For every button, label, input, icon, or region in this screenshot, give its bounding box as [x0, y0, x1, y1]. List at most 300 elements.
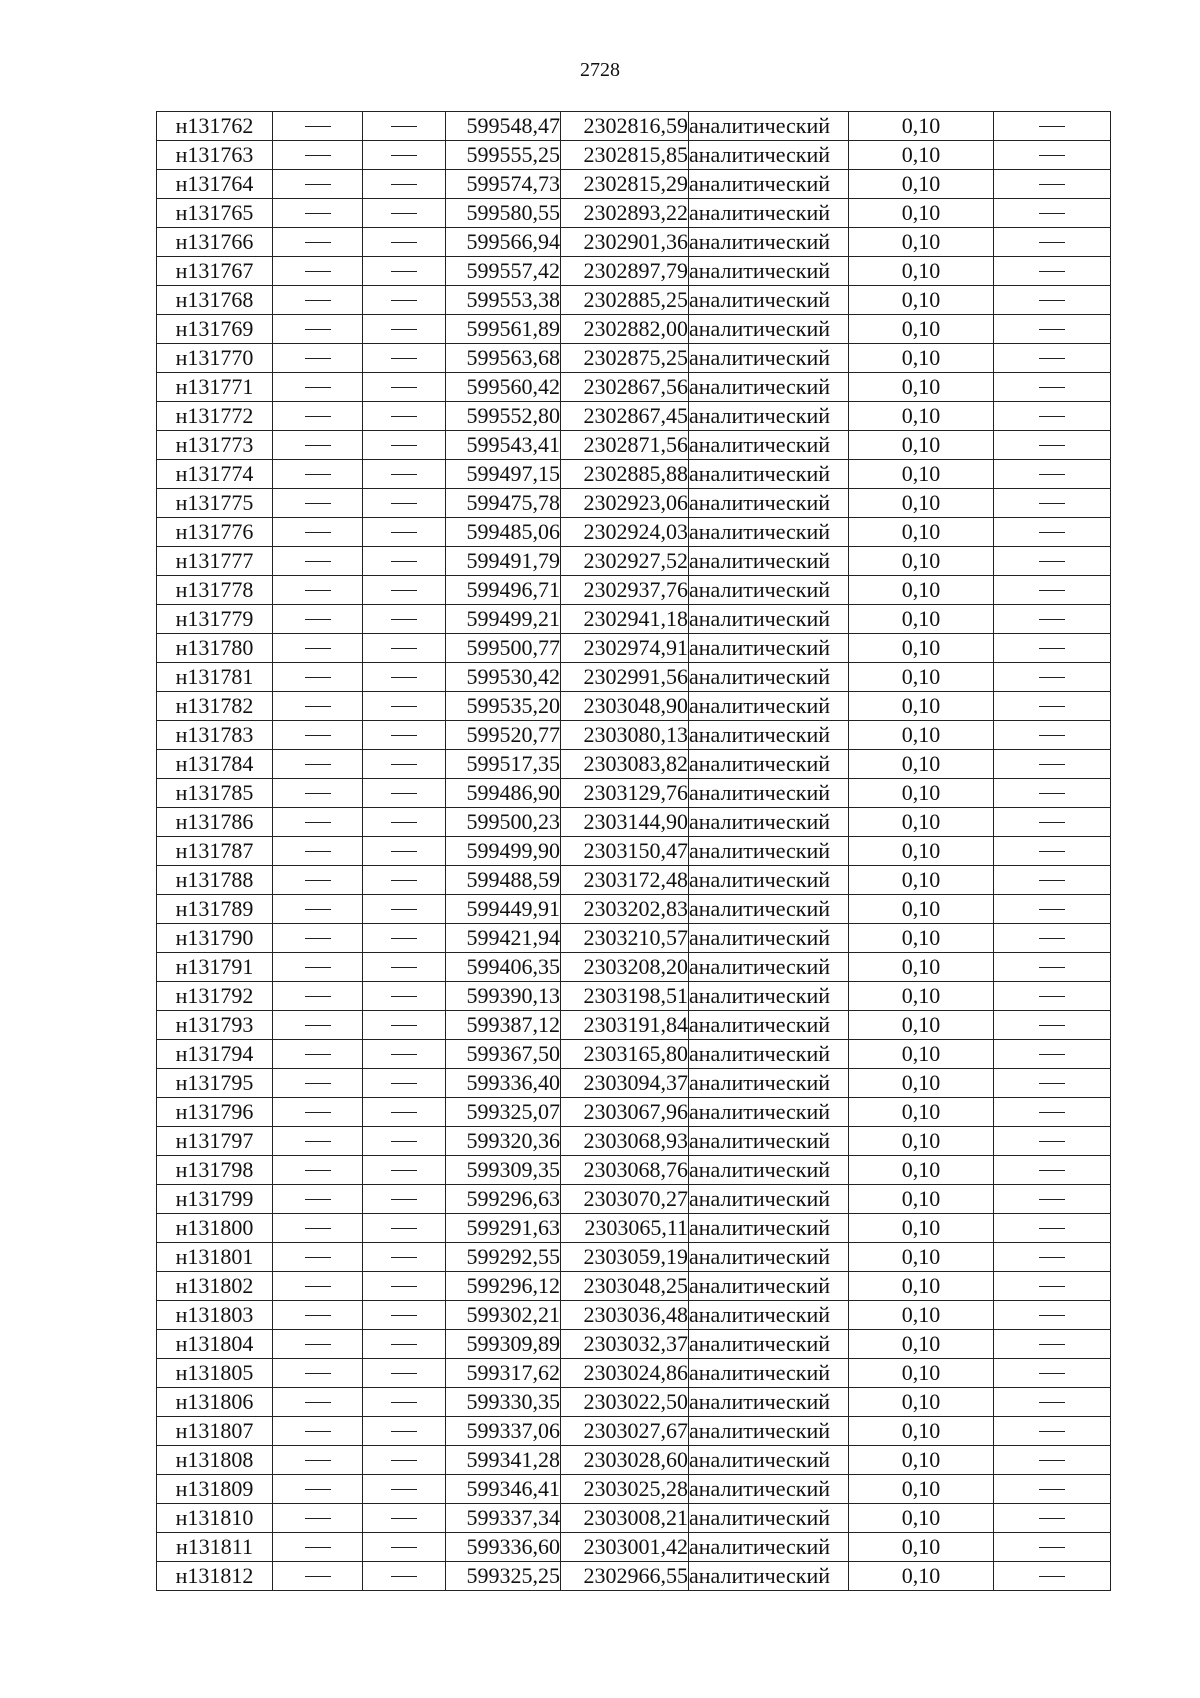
- method-cell: аналитический: [689, 1011, 849, 1040]
- dash-mark: [391, 822, 417, 823]
- dash-mark: [1039, 619, 1065, 620]
- dash-mark: [1039, 1257, 1065, 1258]
- empty-value-cell: [363, 1533, 446, 1562]
- dash-mark: [1039, 184, 1065, 185]
- y-coordinate-cell: 2303172,48: [561, 866, 689, 895]
- method-cell: аналитический: [689, 721, 849, 750]
- dash-mark: [305, 735, 331, 736]
- accuracy-cell: 0,10: [849, 663, 994, 692]
- point-id-cell: н131780: [157, 634, 273, 663]
- x-coordinate-cell: 599560,42: [446, 373, 561, 402]
- x-coordinate-cell: 599500,77: [446, 634, 561, 663]
- y-coordinate-cell: 2303210,57: [561, 924, 689, 953]
- point-id-cell: н131801: [157, 1243, 273, 1272]
- accuracy-cell: 0,10: [849, 692, 994, 721]
- dash-mark: [305, 358, 331, 359]
- dash-mark: [391, 1431, 417, 1432]
- empty-value-cell: [363, 895, 446, 924]
- empty-value-cell: [994, 1098, 1111, 1127]
- dash-mark: [305, 387, 331, 388]
- dash-mark: [1039, 445, 1065, 446]
- accuracy-cell: 0,10: [849, 779, 994, 808]
- empty-value-cell: [994, 199, 1111, 228]
- empty-value-cell: [994, 1446, 1111, 1475]
- method-cell: аналитический: [689, 141, 849, 170]
- dash-mark: [1039, 271, 1065, 272]
- accuracy-cell: 0,10: [849, 924, 994, 953]
- empty-value-cell: [994, 1417, 1111, 1446]
- dash-mark: [1039, 880, 1065, 881]
- accuracy-cell: 0,10: [849, 460, 994, 489]
- x-coordinate-cell: 599309,89: [446, 1330, 561, 1359]
- table-row: [157, 634, 1111, 663]
- dash-mark: [305, 1373, 331, 1374]
- point-id-cell: н131778: [157, 576, 273, 605]
- method-cell: аналитический: [689, 431, 849, 460]
- dash-mark: [1039, 1431, 1065, 1432]
- x-coordinate-cell: 599548,47: [446, 112, 561, 141]
- empty-value-cell: [994, 112, 1111, 141]
- method-cell: аналитический: [689, 344, 849, 373]
- dash-mark: [391, 1112, 417, 1113]
- point-id-cell: н131797: [157, 1127, 273, 1156]
- dash-mark: [1039, 1518, 1065, 1519]
- table-row: [157, 489, 1111, 518]
- y-coordinate-cell: 2302867,45: [561, 402, 689, 431]
- method-cell: аналитический: [689, 547, 849, 576]
- table-row: [157, 1156, 1111, 1185]
- y-coordinate-cell: 2303068,76: [561, 1156, 689, 1185]
- x-coordinate-cell: 599543,41: [446, 431, 561, 460]
- empty-value-cell: [994, 257, 1111, 286]
- x-coordinate-cell: 599292,55: [446, 1243, 561, 1272]
- dash-mark: [391, 474, 417, 475]
- empty-value-cell: [363, 663, 446, 692]
- table-row: [157, 953, 1111, 982]
- accuracy-cell: 0,10: [849, 750, 994, 779]
- empty-value-cell: [363, 808, 446, 837]
- empty-value-cell: [363, 373, 446, 402]
- dash-mark: [1039, 793, 1065, 794]
- dash-mark: [305, 1460, 331, 1461]
- accuracy-cell: 0,10: [849, 895, 994, 924]
- dash-mark: [391, 880, 417, 881]
- dash-mark: [1039, 126, 1065, 127]
- method-cell: аналитический: [689, 1272, 849, 1301]
- empty-value-cell: [994, 576, 1111, 605]
- method-cell: аналитический: [689, 1475, 849, 1504]
- accuracy-cell: 0,10: [849, 1127, 994, 1156]
- empty-value-cell: [273, 286, 363, 315]
- y-coordinate-cell: 2303191,84: [561, 1011, 689, 1040]
- table-row: [157, 1040, 1111, 1069]
- table-row: [157, 1475, 1111, 1504]
- dash-mark: [391, 677, 417, 678]
- dash-mark: [391, 1460, 417, 1461]
- accuracy-cell: 0,10: [849, 634, 994, 663]
- dash-mark: [305, 1199, 331, 1200]
- method-cell: аналитический: [689, 866, 849, 895]
- method-cell: аналитический: [689, 924, 849, 953]
- empty-value-cell: [994, 1359, 1111, 1388]
- y-coordinate-cell: 2302897,79: [561, 257, 689, 286]
- empty-value-cell: [994, 1330, 1111, 1359]
- dash-mark: [305, 474, 331, 475]
- empty-value-cell: [994, 1185, 1111, 1214]
- table-row: [157, 779, 1111, 808]
- method-cell: аналитический: [689, 576, 849, 605]
- dash-mark: [391, 648, 417, 649]
- table-row: [157, 547, 1111, 576]
- empty-value-cell: [273, 199, 363, 228]
- empty-value-cell: [363, 634, 446, 663]
- x-coordinate-cell: 599309,35: [446, 1156, 561, 1185]
- table-row: [157, 1272, 1111, 1301]
- dash-mark: [305, 503, 331, 504]
- dash-mark: [305, 445, 331, 446]
- empty-value-cell: [273, 489, 363, 518]
- empty-value-cell: [273, 982, 363, 1011]
- dash-mark: [391, 445, 417, 446]
- dash-mark: [305, 619, 331, 620]
- x-coordinate-cell: 599421,94: [446, 924, 561, 953]
- dash-mark: [391, 1228, 417, 1229]
- empty-value-cell: [363, 1185, 446, 1214]
- empty-value-cell: [363, 460, 446, 489]
- dash-mark: [305, 851, 331, 852]
- empty-value-cell: [273, 1562, 363, 1591]
- empty-value-cell: [363, 199, 446, 228]
- accuracy-cell: 0,10: [849, 1417, 994, 1446]
- empty-value-cell: [273, 692, 363, 721]
- dash-mark: [391, 1547, 417, 1548]
- dash-mark: [305, 1228, 331, 1229]
- empty-value-cell: [273, 112, 363, 141]
- table-row: [157, 750, 1111, 779]
- empty-value-cell: [994, 750, 1111, 779]
- empty-value-cell: [994, 1040, 1111, 1069]
- x-coordinate-cell: 599291,63: [446, 1214, 561, 1243]
- y-coordinate-cell: 2302867,56: [561, 373, 689, 402]
- x-coordinate-cell: 599530,42: [446, 663, 561, 692]
- point-id-cell: н131803: [157, 1301, 273, 1330]
- dash-mark: [1039, 822, 1065, 823]
- method-cell: аналитический: [689, 1185, 849, 1214]
- dash-mark: [391, 358, 417, 359]
- y-coordinate-cell: 2302815,85: [561, 141, 689, 170]
- y-coordinate-cell: 2302893,22: [561, 199, 689, 228]
- dash-mark: [305, 793, 331, 794]
- empty-value-cell: [994, 1533, 1111, 1562]
- method-cell: аналитический: [689, 1388, 849, 1417]
- empty-value-cell: [273, 1533, 363, 1562]
- dash-mark: [1039, 503, 1065, 504]
- point-id-cell: н131766: [157, 228, 273, 257]
- dash-mark: [305, 1083, 331, 1084]
- empty-value-cell: [994, 953, 1111, 982]
- y-coordinate-cell: 2302875,25: [561, 344, 689, 373]
- x-coordinate-cell: 599561,89: [446, 315, 561, 344]
- empty-value-cell: [363, 1475, 446, 1504]
- dash-mark: [305, 1576, 331, 1577]
- y-coordinate-cell: 2302927,52: [561, 547, 689, 576]
- dash-mark: [305, 561, 331, 562]
- empty-value-cell: [273, 837, 363, 866]
- empty-value-cell: [994, 1156, 1111, 1185]
- empty-value-cell: [363, 982, 446, 1011]
- dash-mark: [1039, 561, 1065, 562]
- point-id-cell: н131787: [157, 837, 273, 866]
- empty-value-cell: [994, 1127, 1111, 1156]
- empty-value-cell: [363, 924, 446, 953]
- empty-value-cell: [363, 344, 446, 373]
- empty-value-cell: [273, 1504, 363, 1533]
- empty-value-cell: [363, 1301, 446, 1330]
- dash-mark: [391, 242, 417, 243]
- method-cell: аналитический: [689, 895, 849, 924]
- y-coordinate-cell: 2302815,29: [561, 170, 689, 199]
- empty-value-cell: [363, 1098, 446, 1127]
- empty-value-cell: [994, 866, 1111, 895]
- dash-mark: [305, 1547, 331, 1548]
- method-cell: аналитический: [689, 808, 849, 837]
- empty-value-cell: [994, 721, 1111, 750]
- method-cell: аналитический: [689, 373, 849, 402]
- dash-mark: [391, 793, 417, 794]
- x-coordinate-cell: 599449,91: [446, 895, 561, 924]
- empty-value-cell: [273, 1069, 363, 1098]
- table-row: [157, 286, 1111, 315]
- point-id-cell: н131781: [157, 663, 273, 692]
- table-row: [157, 1504, 1111, 1533]
- table-row: [157, 1417, 1111, 1446]
- dash-mark: [1039, 416, 1065, 417]
- dash-mark: [305, 1344, 331, 1345]
- dash-mark: [1039, 387, 1065, 388]
- point-id-cell: н131792: [157, 982, 273, 1011]
- empty-value-cell: [994, 1069, 1111, 1098]
- empty-value-cell: [273, 866, 363, 895]
- y-coordinate-cell: 2302923,06: [561, 489, 689, 518]
- dash-mark: [1039, 1170, 1065, 1171]
- dash-mark: [305, 1170, 331, 1171]
- accuracy-cell: 0,10: [849, 953, 994, 982]
- dash-mark: [391, 503, 417, 504]
- empty-value-cell: [273, 1359, 363, 1388]
- y-coordinate-cell: 2303165,80: [561, 1040, 689, 1069]
- dash-mark: [391, 996, 417, 997]
- accuracy-cell: 0,10: [849, 141, 994, 170]
- empty-value-cell: [363, 779, 446, 808]
- y-coordinate-cell: 2303083,82: [561, 750, 689, 779]
- point-id-cell: н131782: [157, 692, 273, 721]
- dash-mark: [305, 967, 331, 968]
- empty-value-cell: [363, 489, 446, 518]
- accuracy-cell: 0,10: [849, 1533, 994, 1562]
- dash-mark: [391, 1170, 417, 1171]
- accuracy-cell: 0,10: [849, 1446, 994, 1475]
- y-coordinate-cell: 2302966,55: [561, 1562, 689, 1591]
- y-coordinate-cell: 2303036,48: [561, 1301, 689, 1330]
- empty-value-cell: [994, 1243, 1111, 1272]
- accuracy-cell: 0,10: [849, 837, 994, 866]
- accuracy-cell: 0,10: [849, 1330, 994, 1359]
- dash-mark: [391, 1576, 417, 1577]
- dash-mark: [391, 1025, 417, 1026]
- accuracy-cell: 0,10: [849, 402, 994, 431]
- y-coordinate-cell: 2302882,00: [561, 315, 689, 344]
- empty-value-cell: [363, 402, 446, 431]
- method-cell: аналитический: [689, 1504, 849, 1533]
- table-row: [157, 228, 1111, 257]
- dash-mark: [391, 938, 417, 939]
- dash-mark: [1039, 1402, 1065, 1403]
- empty-value-cell: [994, 924, 1111, 953]
- table-row: [157, 982, 1111, 1011]
- dash-mark: [391, 851, 417, 852]
- point-id-cell: н131785: [157, 779, 273, 808]
- empty-value-cell: [994, 982, 1111, 1011]
- y-coordinate-cell: 2303094,37: [561, 1069, 689, 1098]
- empty-value-cell: [363, 576, 446, 605]
- table-row: [157, 721, 1111, 750]
- table-row: [157, 1127, 1111, 1156]
- dash-mark: [391, 271, 417, 272]
- point-id-cell: н131783: [157, 721, 273, 750]
- dash-mark: [305, 1402, 331, 1403]
- method-cell: аналитический: [689, 286, 849, 315]
- dash-mark: [305, 1112, 331, 1113]
- dash-mark: [391, 1199, 417, 1200]
- dash-mark: [305, 1286, 331, 1287]
- x-coordinate-cell: 599486,90: [446, 779, 561, 808]
- dash-mark: [305, 416, 331, 417]
- dash-mark: [305, 184, 331, 185]
- table-row: [157, 373, 1111, 402]
- y-coordinate-cell: 2303144,90: [561, 808, 689, 837]
- x-coordinate-cell: 599485,06: [446, 518, 561, 547]
- dash-mark: [1039, 706, 1065, 707]
- accuracy-cell: 0,10: [849, 808, 994, 837]
- dash-mark: [391, 967, 417, 968]
- accuracy-cell: 0,10: [849, 1185, 994, 1214]
- accuracy-cell: 0,10: [849, 1040, 994, 1069]
- empty-value-cell: [273, 924, 363, 953]
- empty-value-cell: [994, 1272, 1111, 1301]
- empty-value-cell: [273, 1098, 363, 1127]
- dash-mark: [305, 1141, 331, 1142]
- point-id-cell: н131795: [157, 1069, 273, 1098]
- dash-mark: [1039, 1373, 1065, 1374]
- dash-mark: [305, 880, 331, 881]
- empty-value-cell: [273, 576, 363, 605]
- empty-value-cell: [273, 141, 363, 170]
- method-cell: аналитический: [689, 1098, 849, 1127]
- dash-mark: [305, 271, 331, 272]
- empty-value-cell: [273, 1185, 363, 1214]
- method-cell: аналитический: [689, 1446, 849, 1475]
- y-coordinate-cell: 2303024,86: [561, 1359, 689, 1388]
- point-id-cell: н131768: [157, 286, 273, 315]
- empty-value-cell: [994, 837, 1111, 866]
- dash-mark: [305, 213, 331, 214]
- x-coordinate-cell: 599488,59: [446, 866, 561, 895]
- table-row: [157, 431, 1111, 460]
- dash-mark: [305, 300, 331, 301]
- empty-value-cell: [273, 1475, 363, 1504]
- empty-value-cell: [994, 402, 1111, 431]
- x-coordinate-cell: 599520,77: [446, 721, 561, 750]
- y-coordinate-cell: 2302871,56: [561, 431, 689, 460]
- coordinates-table: [156, 111, 1111, 1591]
- table-row: [157, 170, 1111, 199]
- empty-value-cell: [273, 663, 363, 692]
- point-id-cell: н131789: [157, 895, 273, 924]
- dash-mark: [391, 213, 417, 214]
- y-coordinate-cell: 2303027,67: [561, 1417, 689, 1446]
- table-row: [157, 837, 1111, 866]
- dash-mark: [391, 184, 417, 185]
- empty-value-cell: [273, 1388, 363, 1417]
- empty-value-cell: [994, 344, 1111, 373]
- y-coordinate-cell: 2303025,28: [561, 1475, 689, 1504]
- x-coordinate-cell: 599517,35: [446, 750, 561, 779]
- accuracy-cell: 0,10: [849, 576, 994, 605]
- accuracy-cell: 0,10: [849, 344, 994, 373]
- dash-mark: [1039, 532, 1065, 533]
- dash-mark: [305, 1054, 331, 1055]
- x-coordinate-cell: 599296,63: [446, 1185, 561, 1214]
- empty-value-cell: [363, 750, 446, 779]
- dash-mark: [391, 387, 417, 388]
- empty-value-cell: [273, 779, 363, 808]
- y-coordinate-cell: 2303198,51: [561, 982, 689, 1011]
- empty-value-cell: [273, 431, 363, 460]
- accuracy-cell: 0,10: [849, 1156, 994, 1185]
- dash-mark: [1039, 1576, 1065, 1577]
- empty-value-cell: [273, 315, 363, 344]
- table-row: [157, 605, 1111, 634]
- dash-mark: [1039, 155, 1065, 156]
- method-cell: аналитический: [689, 518, 849, 547]
- dash-mark: [1039, 851, 1065, 852]
- y-coordinate-cell: 2302901,36: [561, 228, 689, 257]
- empty-value-cell: [273, 750, 363, 779]
- table-row: [157, 1533, 1111, 1562]
- dash-mark: [391, 1054, 417, 1055]
- empty-value-cell: [994, 1562, 1111, 1591]
- dash-mark: [391, 735, 417, 736]
- table-row: [157, 1011, 1111, 1040]
- method-cell: аналитический: [689, 199, 849, 228]
- accuracy-cell: 0,10: [849, 1388, 994, 1417]
- point-id-cell: н131786: [157, 808, 273, 837]
- point-id-cell: н131793: [157, 1011, 273, 1040]
- dash-mark: [391, 300, 417, 301]
- accuracy-cell: 0,10: [849, 1359, 994, 1388]
- method-cell: аналитический: [689, 112, 849, 141]
- table-row: [157, 199, 1111, 228]
- empty-value-cell: [363, 1388, 446, 1417]
- point-id-cell: н131767: [157, 257, 273, 286]
- x-coordinate-cell: 599580,55: [446, 199, 561, 228]
- empty-value-cell: [994, 1011, 1111, 1040]
- empty-value-cell: [994, 895, 1111, 924]
- dash-mark: [1039, 1083, 1065, 1084]
- empty-value-cell: [273, 1330, 363, 1359]
- empty-value-cell: [994, 373, 1111, 402]
- empty-value-cell: [273, 721, 363, 750]
